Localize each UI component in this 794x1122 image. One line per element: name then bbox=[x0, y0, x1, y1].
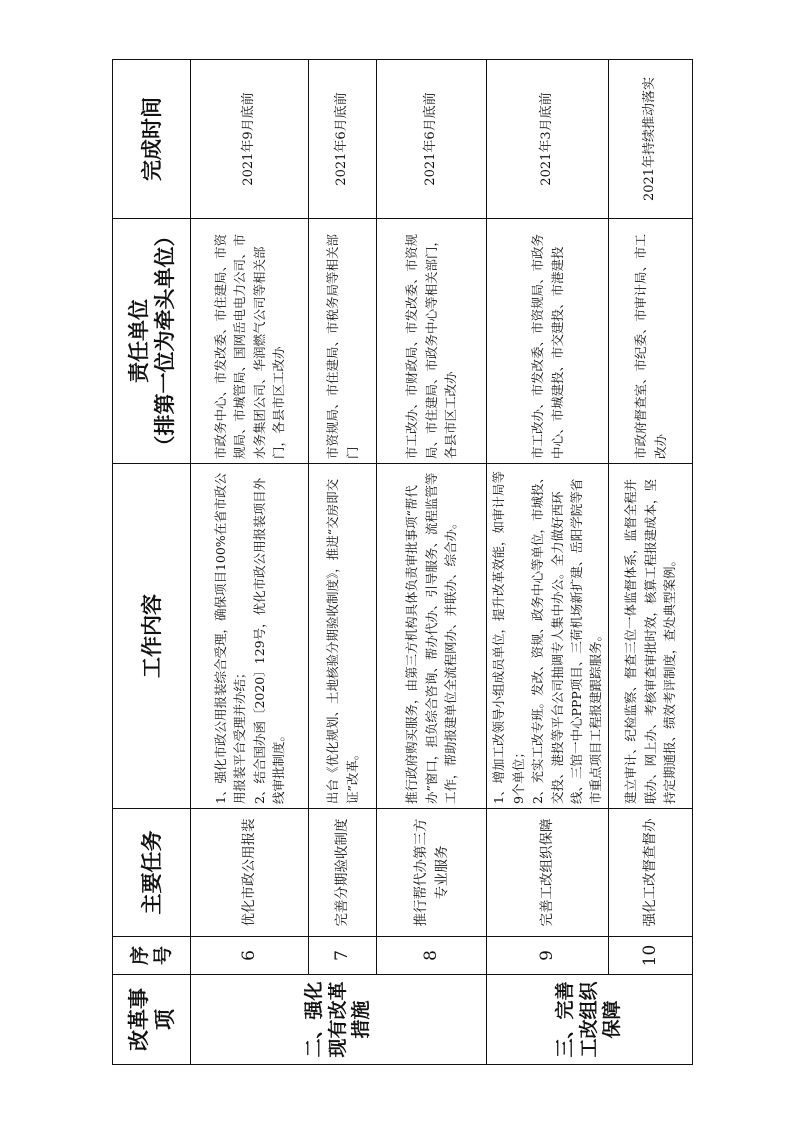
table-row bbox=[377, 60, 487, 1065]
category-cell: 三、完善工改组织保障 bbox=[487, 975, 693, 1065]
content-line: 出台《优化规划、土地核验分期验收制度》，推进“交房即交证”改革。 bbox=[325, 478, 360, 804]
content-cell bbox=[309, 464, 377, 809]
seq-cell: 6 bbox=[191, 937, 309, 975]
header-content: 工作内容 bbox=[113, 464, 191, 809]
table-row bbox=[309, 60, 377, 1065]
content-cell bbox=[487, 464, 609, 809]
header-unit-line2: （排第一位为牵头单位） bbox=[151, 225, 177, 457]
content-cell bbox=[191, 464, 309, 809]
time-cell: 2021年持续推动落实 bbox=[609, 60, 693, 219]
content-line: 2、结合国办函〔2020〕129号，优化市政公用报装项目外线审批制度。 bbox=[251, 477, 286, 804]
header-unit bbox=[113, 219, 191, 464]
time-cell: 2021年9月底前 bbox=[191, 60, 309, 219]
rotated-table-page bbox=[112, 60, 692, 1065]
seq-cell: 7 bbox=[309, 937, 377, 975]
content-cell bbox=[377, 464, 487, 809]
table-row bbox=[487, 60, 609, 1065]
content-line: 推行政府购买服务，由第三方机构具体负责审批事项“帮代办”窗口，担负综合咨询、帮办代办、引导服务、流程监管等工作，帮助报建单位全流程网办、并联办、综合办。 bbox=[404, 472, 459, 804]
unit-cell: 市工改办、市财政局、市发改委、市资规局、市住建局、市政务中心等相关部门，各县市区工改办 bbox=[377, 219, 487, 464]
table-row bbox=[609, 60, 693, 1065]
seq-cell: 10 bbox=[609, 937, 693, 975]
seq-cell: 8 bbox=[377, 937, 487, 975]
task-cell: 强化工改督查督办 bbox=[609, 809, 693, 937]
header-unit-line1: 责任单位 bbox=[126, 299, 152, 383]
unit-cell: 市政务中心、市发改委、市住建局、市资规局、市城管局、国网岳电电力公司、市水务集团公司、华润燃气公司等相关部门，各县市区工改办 bbox=[191, 219, 309, 464]
category-cell: 二、强化现有改革措施 bbox=[191, 975, 487, 1065]
content-line: 建立审计、纪检监察、督查三位一体监督体系，监督全程并联办、网上办、考核审查审批时效，核算工程报建成本，坚持定期通报、绩效考评制度，查处典型案例。 bbox=[623, 478, 678, 804]
header-reform: 改革事项 bbox=[113, 975, 191, 1065]
task-cell: 优化市政公用报装 bbox=[191, 809, 309, 937]
header-time: 完成时间 bbox=[113, 60, 191, 219]
content-line: 1、强化市政公用报装综合受理，确保项目100%在省市政公用报装平台受理并办结； bbox=[212, 472, 248, 804]
seq-cell: 9 bbox=[487, 937, 609, 975]
header-seq: 序号 bbox=[113, 937, 191, 975]
content-line: 1、增加工改领导小组成员单位，提升改革效能，如审计局等9个单位； bbox=[491, 471, 526, 804]
time-cell: 2021年6月底前 bbox=[309, 60, 377, 219]
table-row bbox=[191, 60, 309, 1065]
unit-cell: 市政府督查室、市纪委、市审计局、市工改办 bbox=[609, 219, 693, 464]
content-line: 2、充实工改专班。发改、资规、政务中心等单位，市城投、交投、港投等平台公司抽调专人集中办公。全力做好西环线、三馆一中心PPP项目、三荷机场新扩建、岳阳学院等省市重点项目工程报建跟踪服务。 bbox=[530, 471, 604, 804]
task-cell: 完善分期验收制度 bbox=[309, 809, 377, 937]
header-task: 主要任务 bbox=[113, 809, 191, 937]
unit-cell: 市工改办、市发改委、市资规局、市政务中心、市城建投、市交建投、市港建投 bbox=[487, 219, 609, 464]
task-cell: 推行帮代办第三方专业服务 bbox=[377, 809, 487, 937]
unit-cell: 市资规局、市住建局、市税务局等相关部门 bbox=[309, 219, 377, 464]
time-cell: 2021年3月底前 bbox=[487, 60, 609, 219]
content-cell bbox=[609, 464, 693, 809]
task-cell: 完善工改组织保障 bbox=[487, 809, 609, 937]
time-cell: 2021年6月底前 bbox=[377, 60, 487, 219]
reform-task-table bbox=[112, 59, 693, 1065]
